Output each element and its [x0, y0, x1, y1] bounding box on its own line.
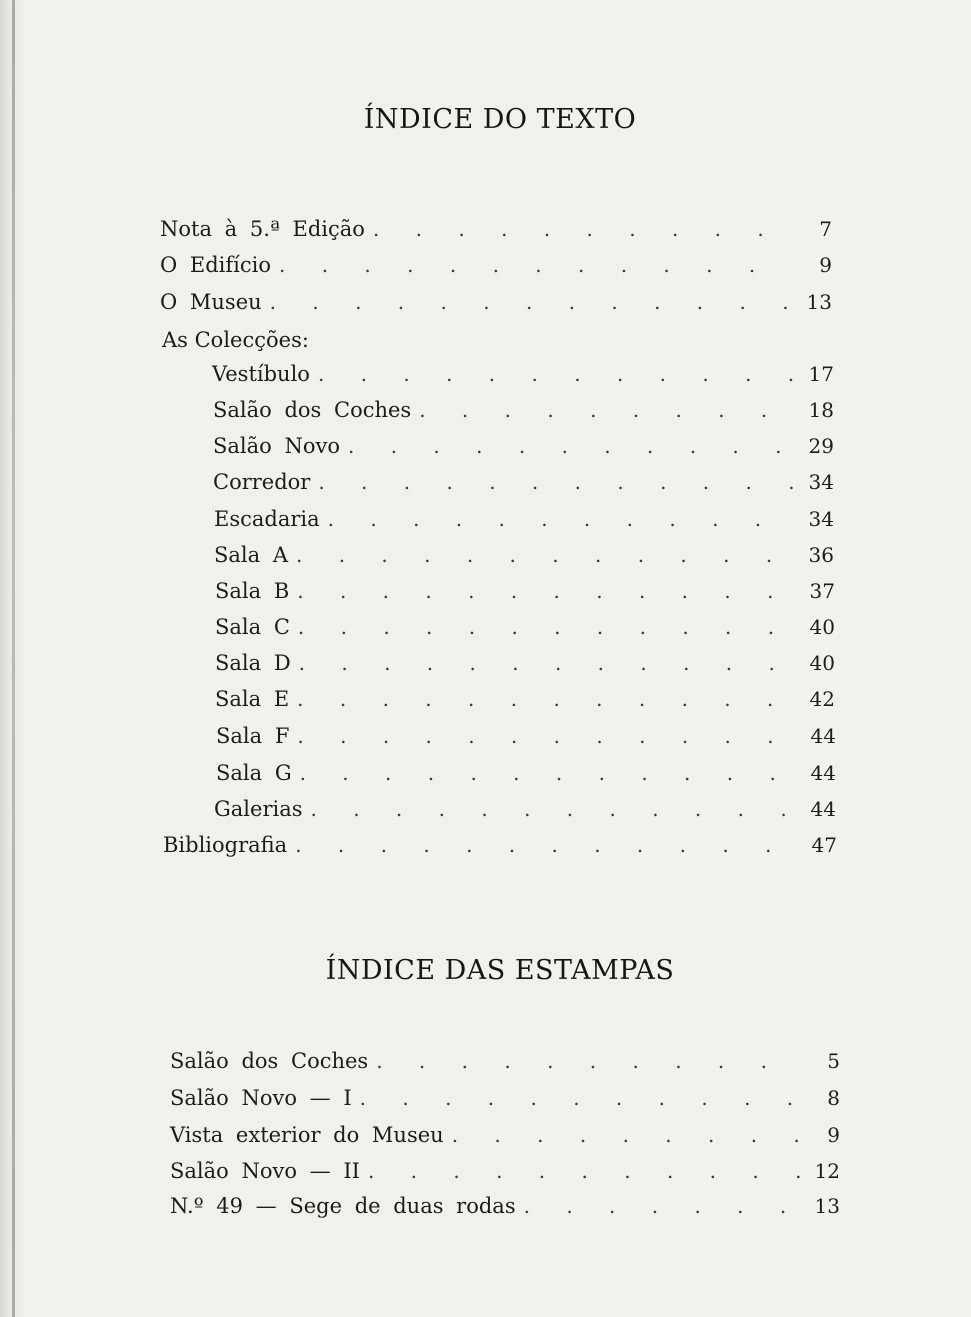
- toc-entry-nota: [160, 214, 832, 244]
- toc-entry-edificio: [160, 250, 832, 280]
- toc-entry-label: Sala A: [214, 543, 288, 567]
- toc-entry-label: Corredor: [213, 470, 311, 494]
- toc-entry-page: 9: [819, 253, 832, 277]
- dot-leader: [318, 359, 794, 389]
- toc-entry-page: 47: [811, 833, 837, 857]
- dot-leader: [297, 684, 795, 714]
- dot-leader: [295, 830, 797, 860]
- toc-entry-label: Sala B: [215, 579, 290, 603]
- toc-entry-sala-d: [215, 648, 835, 678]
- toc-entry-vestibulo: [212, 359, 834, 389]
- toc-entry-page: 36: [808, 543, 834, 567]
- plate-entry-page: 9: [827, 1123, 840, 1147]
- toc-entry-page: 37: [809, 579, 835, 603]
- toc-entry-page: 7: [819, 217, 832, 241]
- plate-entry-page: 8: [827, 1086, 840, 1110]
- toc-entry-page: 44: [810, 724, 836, 748]
- dot-leader: [368, 1156, 800, 1186]
- plate-entry-label: N.º 49 — Sege de duas rodas: [170, 1194, 516, 1218]
- toc-entry-label: Sala E: [215, 687, 290, 711]
- plate-entry-page: 5: [827, 1049, 840, 1073]
- toc-entry-page: 44: [810, 761, 836, 785]
- toc-entry-page: 29: [808, 434, 834, 458]
- toc-entry-sala-f: [216, 721, 836, 751]
- plate-entry: [170, 1120, 840, 1150]
- toc-entry-page: 42: [809, 687, 835, 711]
- dot-leader: [419, 395, 794, 425]
- toc-entry-label: Escadaria: [214, 507, 320, 531]
- toc-entry-sala-c: [215, 612, 835, 642]
- dot-leader: [328, 504, 794, 534]
- colecoes-header: As Colecções:: [162, 328, 309, 352]
- dot-leader: [296, 540, 794, 570]
- toc-entry-page: 40: [809, 615, 835, 639]
- toc-entry-label: Salão dos Coches: [213, 398, 412, 422]
- toc-entry-sala-e: [215, 684, 835, 714]
- toc-entry-escadaria: [214, 504, 834, 534]
- dot-leader: [348, 431, 794, 461]
- toc-entry-salao-novo: [213, 431, 834, 461]
- toc-entry-label: O Museu: [160, 290, 262, 314]
- dot-leader: [299, 648, 795, 678]
- toc-entry-sala-b: [215, 576, 835, 606]
- toc-entry-sala-a: [214, 540, 834, 570]
- toc-entry-sala-g: [216, 758, 836, 788]
- toc-entry-corredor: [213, 467, 834, 497]
- toc-entry-label: Salão Novo: [213, 434, 340, 458]
- dot-leader: [311, 794, 797, 824]
- toc-entry-page: 13: [806, 290, 832, 314]
- plate-entry: [170, 1191, 840, 1221]
- dot-leader: [279, 250, 792, 280]
- plate-entry-page: 12: [814, 1159, 840, 1183]
- dot-leader: [297, 576, 795, 606]
- toc-entry-label: Galerias: [214, 797, 303, 821]
- toc-entry-galerias: [214, 794, 836, 824]
- dot-leader: [452, 1120, 800, 1150]
- plate-entry: [170, 1046, 840, 1076]
- plate-entry-label: Salão dos Coches: [170, 1049, 369, 1073]
- dot-leader: [376, 1046, 800, 1076]
- dot-leader: [373, 214, 792, 244]
- page-spine-edge: [12, 0, 15, 1317]
- toc-entry-museu: [160, 287, 832, 317]
- plate-entry: [170, 1083, 840, 1113]
- plate-entry-label: Salão Novo — II: [170, 1159, 360, 1183]
- plate-entry-label: Salão Novo — I: [170, 1086, 352, 1110]
- toc-entry-page: 44: [810, 797, 836, 821]
- index-plates-title: ÍNDICE DAS ESTAMPAS: [325, 955, 675, 986]
- dot-leader: [318, 467, 794, 497]
- toc-entry-label: Vestíbulo: [212, 362, 310, 386]
- toc-entry-page: 40: [809, 651, 835, 675]
- plate-entry-label: Vista exterior do Museu: [170, 1123, 444, 1147]
- toc-entry-page: 17: [808, 362, 834, 386]
- toc-entry-label: Sala D: [215, 651, 291, 675]
- dot-leader: [270, 287, 792, 317]
- dot-leader: [524, 1191, 800, 1221]
- toc-entry-label: Nota à 5.ª Edição: [160, 217, 365, 241]
- toc-entry-label: Sala F: [216, 724, 290, 748]
- index-text-title: ÍNDICE DO TEXTO: [363, 104, 637, 135]
- dot-leader: [360, 1083, 800, 1113]
- toc-entry-label: O Edifício: [160, 253, 271, 277]
- toc-entry-label: Sala C: [215, 615, 290, 639]
- toc-entry-salao-coches: [213, 395, 834, 425]
- plate-entry-page: 13: [814, 1194, 840, 1218]
- dot-leader: [297, 721, 796, 751]
- toc-entry-label: Sala G: [216, 761, 292, 785]
- dot-leader: [300, 758, 796, 788]
- toc-entry-page: 34: [808, 470, 834, 494]
- dot-leader: [298, 612, 795, 642]
- toc-entry-bibliografia: [163, 830, 837, 860]
- toc-entry-label: Bibliografia: [163, 833, 288, 857]
- toc-entry-page: 34: [808, 507, 834, 531]
- toc-entry-page: 18: [808, 398, 834, 422]
- plate-entry: [170, 1156, 840, 1186]
